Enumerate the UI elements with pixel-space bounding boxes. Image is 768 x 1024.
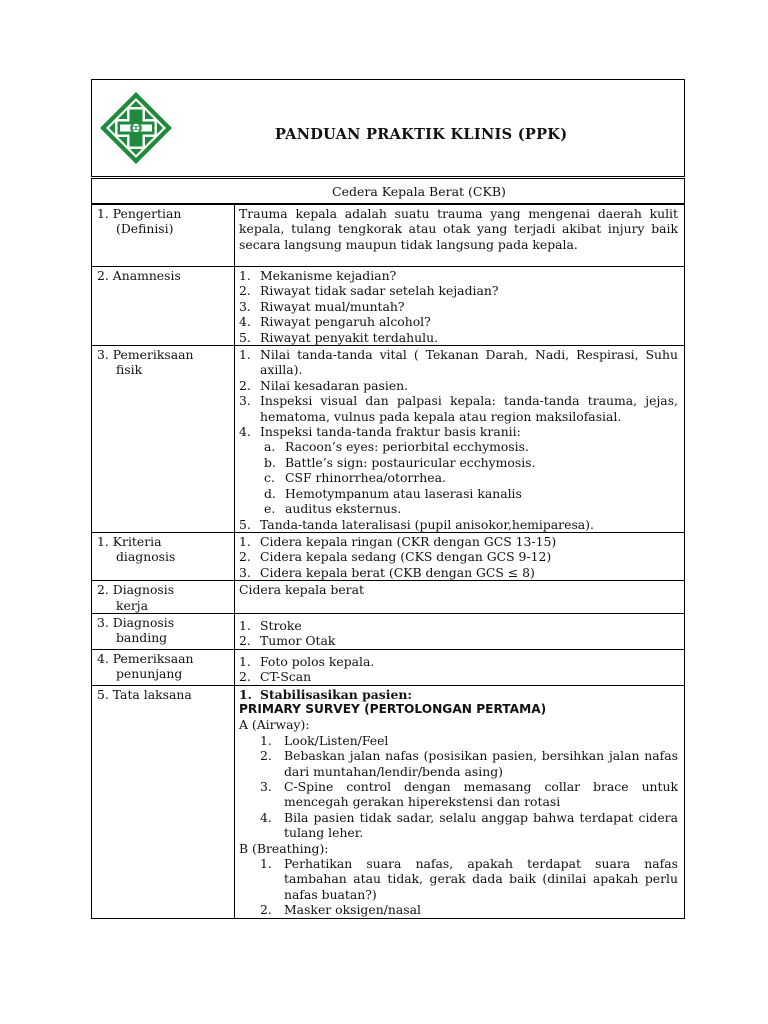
list-item: 1. Stroke — [239, 617, 302, 633]
list-item: 3. Inspeksi visual dan palpasi kepala: tanda-tanda trauma, jejas, hematoma, vulnus pada kepala atau region maksilofasial. — [239, 393, 678, 424]
ppk-document — [91, 79, 685, 919]
row-diagnosis-kerja: 2. Diagnosis kerja Cidera kepala berat — [92, 581, 685, 614]
document-title: PANDUAN PRAKTIK KLINIS (PPK) — [275, 126, 568, 143]
document-header — [91, 79, 685, 177]
sub-list-item: c. CSF rhinorrhea/otorrhea. — [264, 470, 446, 486]
list-item: 2. Tumor Otak — [239, 633, 336, 649]
row-tata-laksana: 5. Tata laksana 1. Stabilisasikan pasien: PRIMARY SURVEY (PERTOLONGAN PERTAMA) A (Airway): 1. Look/Listen/Feel 2. Bebaskan jalan nafas (posisikan pasien, bersihkan jalan nafas dari muntahan/lendir/benda asing) 3. C-Spine control dengan memasang collar brace untuk mencegah gerakan hiperekstensi dan rotasi 4. Bila pasien tidak sadar, selalu anggap bahwa terdapat cidera tulang leher. B (Breathing): 1. Perhatikan suara nafas, apakah terdapat suara nafas tambahan atau tidak, gerak dada baik (dinilai apakah perlu nafas buatan?) 2. Masker oksigen/nasal — [92, 685, 685, 918]
list-item: 1. Look/Listen/Feel — [260, 732, 389, 748]
airway-heading: A (Airway): — [239, 717, 310, 733]
list-item: 1. Foto polos kepala. — [239, 653, 375, 669]
list-item: 3. Cidera kepala berat (CKB dengan GCS ≤ 8) — [239, 564, 535, 580]
row-anamnesis: 2. Anamnesis 1. Mekanisme kejadian? 2. Riwayat tidak sadar setelah kejadian? 3. Riwayat mual/muntah? 4. Riwayat pengaruh alcohol? 5. Riwayat penyakit terdahulu. — [92, 267, 685, 346]
sub-list-item: e. auditus eksternus. — [264, 501, 402, 517]
document-subtitle: Cedera Kepala Berat (CKB) — [332, 184, 506, 199]
row-pemeriksaan-penunjang: 4. Pemeriksaan penunjang 1. Foto polos kepala. 2. CT-Scan — [92, 649, 685, 685]
ppk-table — [91, 204, 685, 919]
document-subtitle-row — [91, 178, 685, 204]
list-item: 1. Cidera kepala ringan (CKR dengan GCS 13-15) — [239, 533, 557, 549]
sub-list-item: a. Racoon’s eyes: periorbital ecchymosis. — [264, 439, 529, 455]
row-diagnosis-banding: 3. Diagnosis banding 1. Stroke 2. Tumor Otak — [92, 613, 685, 649]
pengertian-text: Trauma kepala adalah suatu trauma yang mengenai daerah kulit kepala, tulang tengkorak atau otak yang terjadi akibat injury baik secara langsung maupun tidak langsung pada kepala. — [235, 205, 685, 267]
list-item: 5. Riwayat penyakit terdahulu. — [239, 329, 439, 345]
list-item: 3. Riwayat mual/muntah? — [239, 298, 405, 314]
list-item: 1. Nilai tanda-tanda vital ( Tekanan Darah, Nadi, Respirasi, Suhu axilla). — [239, 347, 678, 378]
list-item: 1. Mekanisme kejadian? — [239, 268, 397, 283]
list-item: 1. Perhatikan suara nafas, apakah terdapat suara nafas tambahan atau tidak, gerak dada baik (dinilai apakah perlu nafas buatan?) — [260, 856, 678, 902]
breathing-heading: B (Breathing): — [239, 840, 329, 856]
list-item: 2. CT-Scan — [239, 669, 312, 685]
row-kriteria-diagnosis: 1. Kriteria diagnosis 1. Cidera kepala ringan (CKR dengan GCS 13-15) 2. Cidera kepala sedang (CKS dengan GCS 9-12) 3. Cidera kepala berat (CKB dengan GCS ≤ 8) — [92, 532, 685, 580]
list-item: 2. Nilai kesadaran pasien. — [239, 377, 409, 393]
list-item: 2. Masker oksigen/nasal — [260, 902, 421, 918]
sub-list-item: b. Battle’s sign: postauricular ecchymosis. — [264, 454, 536, 470]
list-item: 4. Bila pasien tidak sadar, selalu anggap bahwa terdapat cidera tulang leher. — [260, 809, 678, 841]
list-item: 1. Stabilisasikan pasien: — [239, 686, 412, 702]
list-item: 5. Tanda-tanda lateralisasi (pupil anisokor,hemiparesa). — [239, 516, 594, 532]
list-item: 2. Bebaskan jalan nafas (posisikan pasien, bersihkan jalan nafas dari muntahan/lendir/benda asing) — [260, 748, 678, 779]
list-item: 2. Cidera kepala sedang (CKS dengan GCS 9-12) — [239, 549, 552, 565]
diagnosis-kerja-text: Cidera kepala berat — [235, 581, 685, 614]
list-item: 2. Riwayat tidak sadar setelah kejadian? — [239, 283, 499, 299]
primary-survey-heading: PRIMARY SURVEY (PERTOLONGAN PERTAMA) — [239, 701, 547, 716]
list-item: 3. C-Spine control dengan memasang collar brace untuk mencegah gerakan hiperekstensi dan rotasi — [260, 779, 678, 810]
row-pemeriksaan-fisik: 3. Pemeriksaan fisik 1. Nilai tanda-tanda vital ( Tekanan Darah, Nadi, Respirasi, Suhu axilla). 2. Nilai kesadaran pasien. 3. Inspeksi visual dan palpasi kepala: tanda-tanda trauma, jejas, hematoma, vulnus pada kepala atau region maksilofasial. 4. Inspeksi tanda-tanda fraktur basis kranii: a. Racoon’s eyes: periorbital ecchymosis. b. Battle’s sign: postauricular ecchymosis. c. CSF rhinorrhea/otorrhea. d. Hemotympanum atau laserasi kanalis e. auditus eksternus. 5. Tanda-tanda lateralisasi (pupil anisokor,hemiparesa). — [92, 346, 685, 533]
list-item: 4. Riwayat pengaruh alcohol? — [239, 314, 431, 330]
row-pengertian: 1. Pengertian (Definisi) Trauma kepala adalah suatu trauma yang mengenai daerah kulit kepala, tulang tengkorak atau otak yang terjadi akibat injury baik secara langsung maupun tidak langsung pada kepala. — [92, 205, 685, 267]
list-item: 4. Inspeksi tanda-tanda fraktur basis kranii: — [239, 424, 521, 440]
sub-list-item: d. Hemotympanum atau laserasi kanalis — [264, 485, 522, 501]
puskesmas-logo-icon — [98, 90, 174, 166]
